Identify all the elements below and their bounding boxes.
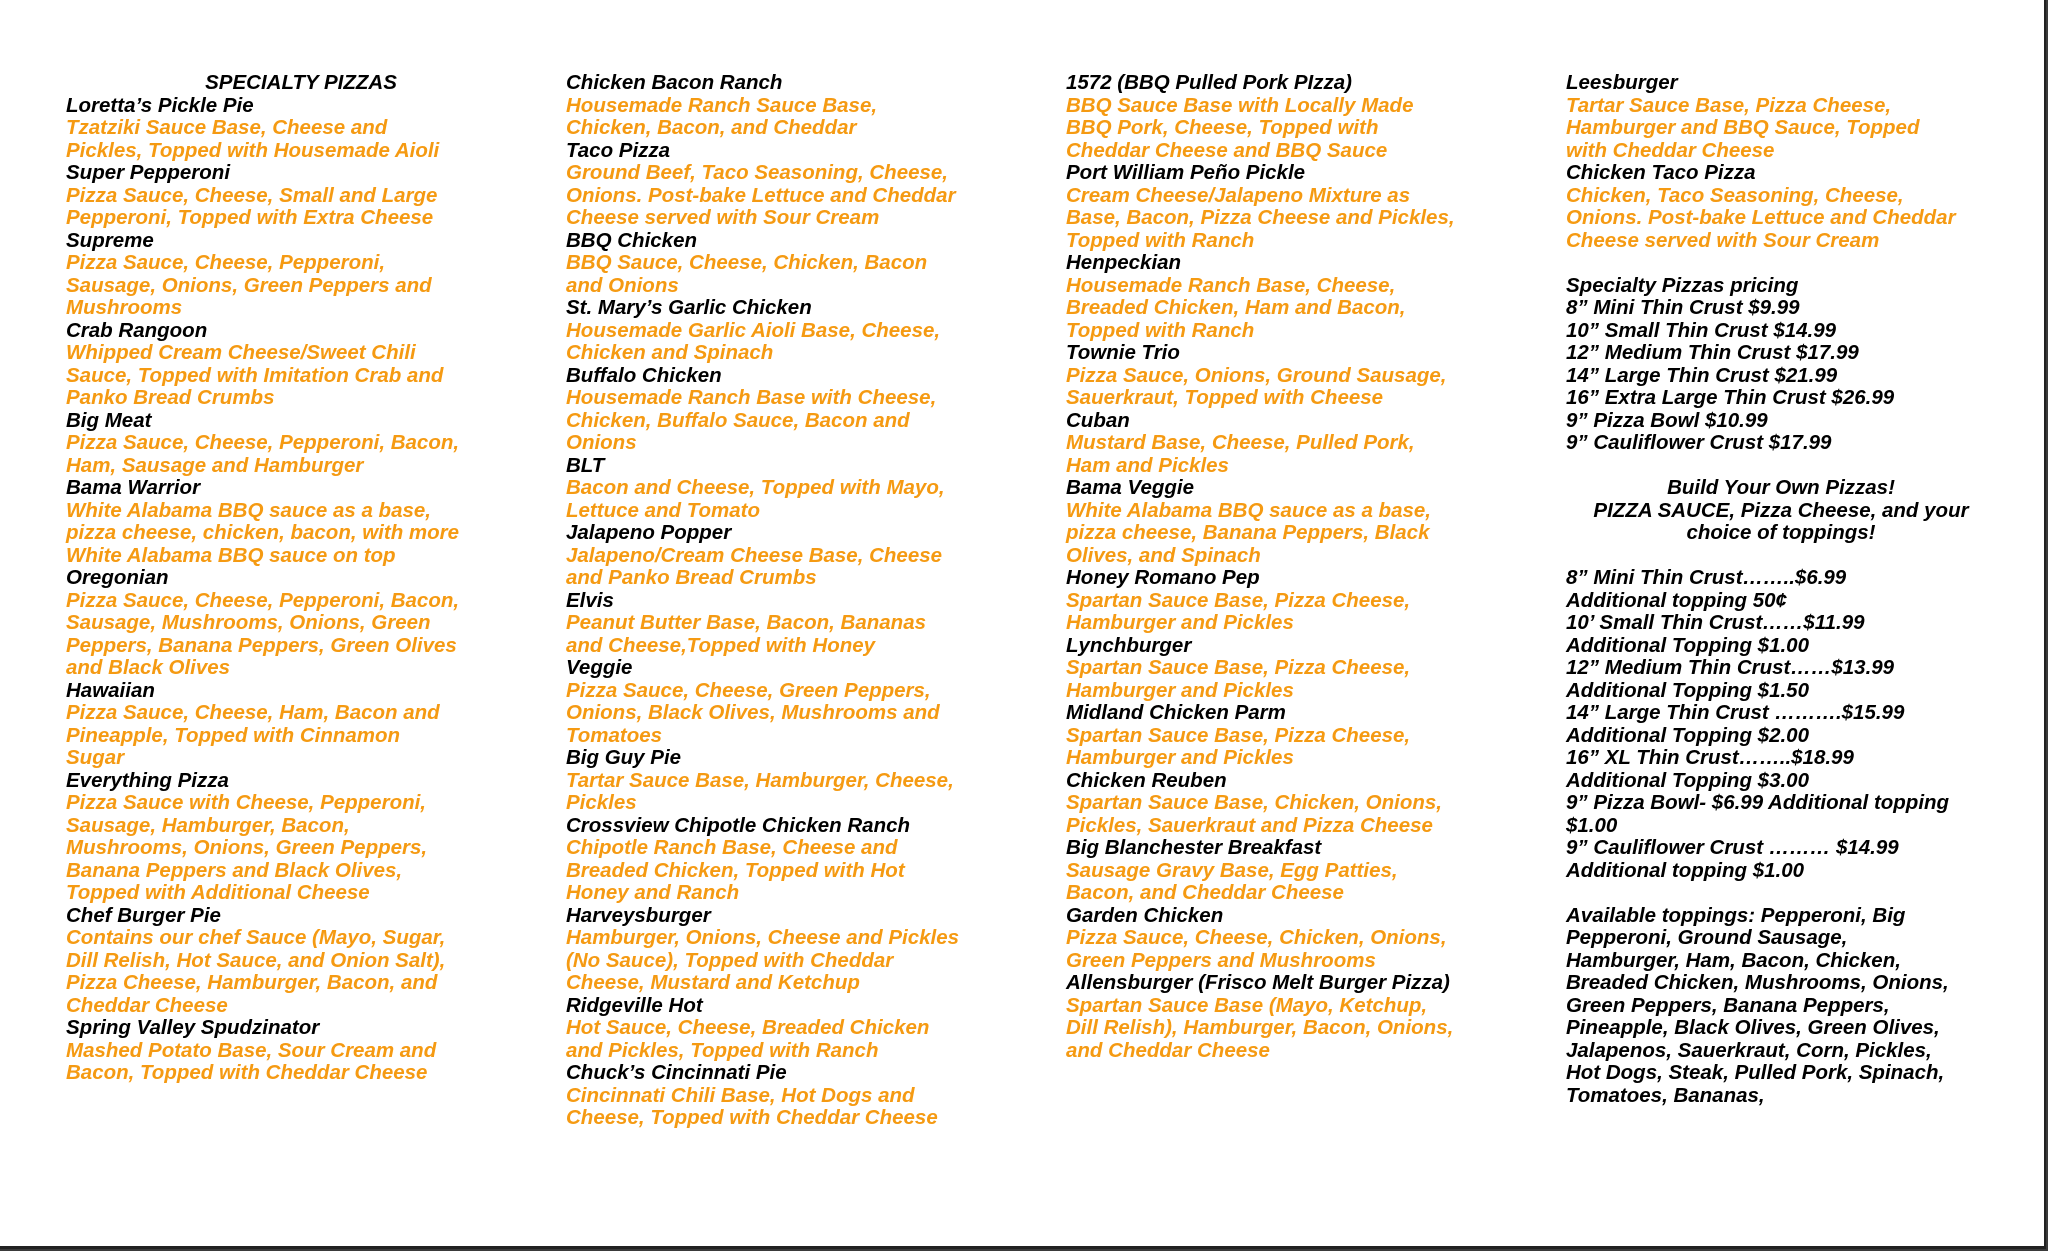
- byo-price-line: $1.00: [1566, 813, 1618, 837]
- menu-item-description: Sausage, Onions, Green Peppers and: [66, 273, 432, 297]
- menu-item-name: Ridgeville Hot: [566, 993, 703, 1017]
- menu-item-name: Townie Trio: [1066, 341, 1180, 364]
- menu-item-description: BBQ Pork, Cheese, Topped with: [1066, 116, 1379, 139]
- menu-item-description: Housemade Ranch Base, Cheese,: [1066, 273, 1396, 297]
- menu-item-description: Spartan Sauce Base, Chicken, Onions,: [1066, 791, 1442, 814]
- menu-item: [1066, 162, 1536, 252]
- pricing-line: Specialty Pizzas pricing: [1566, 273, 1799, 297]
- menu-item-description: Contains our chef Sauce (Mayo, Sugar,: [66, 926, 446, 949]
- menu-item-description: Bacon, Topped with Cheddar Cheese: [66, 1061, 428, 1084]
- byo-price-line: 16” XL Thin Crust……..$18.99: [1566, 746, 1854, 769]
- menu-item-name: Oregonian: [66, 566, 169, 589]
- menu-item-name: Jalapeno Popper: [566, 521, 732, 544]
- menu-item-description: Whipped Cream Cheese/Sweet Chili: [66, 341, 416, 364]
- menu-item-name: Bama Warrior: [66, 476, 201, 499]
- build-your-own-pricing: [1566, 567, 1996, 882]
- menu-item-description: Topped with Ranch: [1066, 318, 1255, 342]
- menu-item-description: Topped with Additional Cheese: [66, 881, 370, 904]
- menu-item-description: and Cheese,Topped with Honey: [566, 633, 876, 657]
- menu-item-name: Spring Valley Spudzinator: [66, 1016, 320, 1039]
- menu-item-description: Mustard Base, Cheese, Pulled Pork,: [1066, 431, 1415, 454]
- menu-item: [1066, 837, 1536, 905]
- menu-item: [566, 365, 1036, 455]
- menu-item-description: BBQ Sauce, Cheese, Chicken, Bacon: [566, 251, 928, 274]
- menu-item-name: Hawaiian: [66, 678, 155, 702]
- pricing-line: 9” Pizza Bowl $10.99: [1566, 408, 1768, 432]
- menu-item-description: Housemade Garlic Aioli Base, Cheese,: [566, 318, 941, 342]
- byo-price-line: 12” Medium Thin Crust……$13.99: [1566, 656, 1895, 679]
- menu-item-description: Tartar Sauce Base, Pizza Cheese,: [1566, 93, 1892, 117]
- byo-heading-line: choice of toppings!: [1686, 521, 1876, 544]
- menu-item: [566, 140, 1036, 230]
- menu-item: [1066, 477, 1536, 567]
- byo-price-line: 14” Large Thin Crust ……….$15.99: [1566, 701, 1905, 724]
- menu-item-description: Pepperoni, Topped with Extra Cheese: [66, 206, 434, 229]
- menu-item-name: BBQ Chicken: [566, 228, 697, 252]
- menu-item-name: Port William Peño Pickle: [1066, 161, 1306, 184]
- menu-item-description: Hamburger and Pickles: [1066, 678, 1294, 702]
- menu-item: [1066, 342, 1536, 410]
- byo-price-line: 9” Pizza Bowl- $6.99 Additional topping: [1566, 791, 1950, 814]
- menu-item: [1066, 905, 1536, 973]
- menu-item-name: Buffalo Chicken: [566, 363, 722, 387]
- menu-item: [566, 72, 1036, 140]
- menu-item-description: Housemade Ranch Base with Cheese,: [566, 386, 937, 409]
- menu-item-name: Chicken Bacon Ranch: [566, 71, 783, 94]
- menu-item: [1066, 702, 1536, 770]
- menu-item: [566, 590, 1036, 658]
- menu-item-description: Cheese, Mustard and Ketchup: [566, 971, 860, 994]
- available-toppings: [1566, 905, 1996, 1108]
- menu-item-description: Chipotle Ranch Base, Cheese and: [566, 836, 898, 859]
- menu-item-description: Pizza Sauce, Cheese, Pepperoni, Bacon,: [66, 588, 460, 612]
- menu-item-description: Cincinnati Chili Base, Hot Dogs and: [566, 1083, 915, 1107]
- toppings-line: Jalapenos, Sauerkraut, Corn, Pickles,: [1566, 1038, 1932, 1062]
- pricing-line: 9” Cauliflower Crust $17.99: [1566, 431, 1832, 454]
- byo-price-line: 9” Cauliflower Crust ……… $14.99: [1566, 836, 1899, 859]
- menu-item-description: Sugar: [66, 746, 125, 769]
- menu-item-description: Chicken, Taco Seasoning, Cheese,: [1566, 183, 1904, 207]
- menu-item-description: Pizza Cheese, Hamburger, Bacon, and: [66, 971, 438, 994]
- byo-price-line: Additional Topping $2.00: [1566, 723, 1809, 747]
- menu-item-name: Big Meat: [66, 408, 152, 432]
- menu-item-name: 1572 (BBQ Pulled Pork PIzza): [1066, 71, 1352, 94]
- menu-item-description: Cheese served with Sour Cream: [1566, 228, 1880, 252]
- menu-item-name: Lynchburger: [1066, 633, 1192, 657]
- menu-item-description: Chicken, Bacon, and Cheddar: [566, 116, 857, 139]
- menu-item-description: Honey and Ranch: [566, 881, 740, 904]
- byo-price-line: Additional Topping $3.00: [1566, 768, 1809, 792]
- menu-item-description: Pizza Sauce with Cheese, Pepperoni,: [66, 791, 427, 814]
- menu-item: [566, 747, 1036, 815]
- menu-item: [566, 905, 1036, 995]
- menu-item-description: Tomatoes: [566, 723, 663, 747]
- pricing-line: 8” Mini Thin Crust $9.99: [1566, 296, 1800, 319]
- menu-item-description: and Cheddar Cheese: [1066, 1038, 1270, 1062]
- toppings-line: Green Peppers, Banana Peppers,: [1566, 993, 1890, 1017]
- menu-item-name: Taco Pizza: [566, 138, 671, 162]
- byo-price-line: Additional topping $1.00: [1566, 858, 1805, 882]
- menu-item-description: Tartar Sauce Base, Hamburger, Cheese,: [566, 768, 954, 792]
- menu-item-description: Pizza Sauce, Cheese, Green Peppers,: [566, 678, 931, 702]
- menu-item-description: (No Sauce), Topped with Cheddar: [566, 948, 894, 972]
- menu-item: [66, 95, 536, 163]
- menu-item-name: Supreme: [66, 228, 154, 252]
- menu-item-description: Mashed Potato Base, Sour Cream and: [66, 1038, 437, 1062]
- menu-item: [1066, 635, 1536, 703]
- menu-item-description: Sausage, Hamburger, Bacon,: [66, 813, 350, 837]
- menu-item-description: Hamburger and Pickles: [1066, 611, 1294, 634]
- menu-item-name: Big Guy Pie: [566, 746, 682, 769]
- menu-item-description: White Alabama BBQ sauce on top: [66, 543, 396, 567]
- menu-item-name: Everything Pizza: [66, 768, 229, 792]
- menu-item-description: Spartan Sauce Base, Pizza Cheese,: [1066, 588, 1411, 612]
- menu-item-description: Pineapple, Topped with Cinnamon: [66, 723, 401, 747]
- menu-item: [66, 770, 536, 905]
- menu-item-description: Dill Relish), Hamburger, Bacon, Onions,: [1066, 1016, 1454, 1039]
- menu-item: [566, 230, 1036, 298]
- menu-item-description: Pizza Sauce, Cheese, Small and Large: [66, 183, 438, 207]
- byo-price-line: Additional topping 50¢: [1566, 588, 1787, 612]
- menu-item-description: Pizza Sauce, Onions, Ground Sausage,: [1066, 363, 1447, 387]
- menu-item: [66, 320, 536, 410]
- menu-item-description: Chicken, Buffalo Sauce, Bacon and: [566, 408, 910, 432]
- menu-item: [1066, 252, 1536, 342]
- menu-item-description: Cheddar Cheese and BBQ Sauce: [1066, 138, 1388, 162]
- menu-item-name: Big Blanchester Breakfast: [1066, 836, 1322, 859]
- menu-item-name: Leesburger: [1566, 71, 1678, 94]
- menu-column-1: [66, 72, 536, 1085]
- menu-item-name: Bama Veggie: [1066, 476, 1194, 499]
- menu-item-description: Onions: [566, 431, 637, 454]
- menu-item-description: Pizza Sauce, Cheese, Ham, Bacon and: [66, 701, 440, 724]
- menu-item: [1066, 72, 1536, 162]
- menu-column-4: [1566, 72, 1996, 1107]
- menu-item-description: with Cheddar Cheese: [1566, 138, 1775, 162]
- menu-item-description: Hamburger, Onions, Cheese and Pickles: [566, 926, 960, 949]
- byo-price-line: 8” Mini Thin Crust……..$6.99: [1566, 566, 1847, 589]
- menu-item-description: Sauerkraut, Topped with Cheese: [1066, 386, 1384, 409]
- menu-item-description: Sausage, Mushrooms, Onions, Green: [66, 611, 431, 634]
- menu-item: [66, 1017, 536, 1085]
- menu-item-description: Ground Beef, Taco Seasoning, Cheese,: [566, 161, 948, 184]
- menu-item-name: St. Mary’s Garlic Chicken: [566, 296, 812, 319]
- pricing-line: 12” Medium Thin Crust $17.99: [1566, 341, 1859, 364]
- menu-item-description: Hamburger and BBQ Sauce, Topped: [1566, 116, 1920, 139]
- menu-item: [66, 230, 536, 320]
- menu-item-description: Spartan Sauce Base, Pizza Cheese,: [1066, 723, 1411, 747]
- menu-item-description: Peppers, Banana Peppers, Green Olives: [66, 633, 457, 657]
- byo-price-line: 10’ Small Thin Crust……$11.99: [1566, 611, 1865, 634]
- menu-item-description: Sauce, Topped with Imitation Crab and: [66, 363, 444, 387]
- menu-item-description: Ham, Sausage and Hamburger: [66, 453, 364, 477]
- toppings-line: Available toppings: Pepperoni, Big: [1566, 903, 1906, 927]
- pricing-line: 14” Large Thin Crust $21.99: [1566, 363, 1838, 387]
- menu-item-description: Chicken and Spinach: [566, 341, 774, 364]
- menu-item: [1066, 770, 1536, 838]
- menu-item-name: Allensburger (Frisco Melt Burger Pizza): [1066, 971, 1450, 994]
- toppings-line: Tomatoes, Bananas,: [1566, 1083, 1765, 1107]
- toppings-line: Pepperoni, Ground Sausage,: [1566, 926, 1848, 949]
- menu-item-name: Loretta’s Pickle Pie: [66, 93, 254, 117]
- menu-item-description: Bacon, and Cheddar Cheese: [1066, 881, 1344, 904]
- byo-heading-line: PIZZA SAUCE, Pizza Cheese, and your: [1593, 498, 1969, 522]
- menu-item-description: Lettuce and Tomato: [566, 498, 760, 522]
- menu-item-description: pizza cheese, Banana Peppers, Black: [1066, 521, 1430, 544]
- menu-item-name: Midland Chicken Parm: [1066, 701, 1286, 724]
- toppings-line: Hot Dogs, Steak, Pulled Pork, Spinach,: [1566, 1061, 1945, 1084]
- menu-item-description: White Alabama BBQ sauce as a base,: [66, 498, 431, 522]
- byo-heading-line: Build Your Own Pizzas!: [1667, 476, 1895, 499]
- menu-item: [66, 680, 536, 770]
- byo-price-line: Additional Topping $1.50: [1566, 678, 1809, 702]
- menu-item-description: BBQ Sauce Base with Locally Made: [1066, 93, 1414, 117]
- menu-item-description: Onions. Post-bake Lettuce and Cheddar: [1566, 206, 1956, 229]
- pricing-line: 16” Extra Large Thin Crust $26.99: [1566, 386, 1895, 409]
- menu-item-description: Dill Relish, Hot Sauce, and Onion Salt),: [66, 948, 446, 972]
- menu-column-3: [1066, 72, 1536, 1062]
- menu-item-name: Honey Romano Pep: [1066, 566, 1260, 589]
- menu-item-description: Mushrooms, Onions, Green Peppers,: [66, 836, 428, 859]
- menu-item-description: Tzatziki Sauce Base, Cheese and: [66, 116, 388, 139]
- menu-column-2: [566, 72, 1036, 1130]
- menu-item-description: and Panko Bread Crumbs: [566, 566, 817, 589]
- menu-item-name: Super Pepperoni: [66, 161, 231, 184]
- menu-item-name: Elvis: [566, 588, 614, 612]
- menu-item-name: Cuban: [1066, 408, 1130, 432]
- menu-item-description: Bacon and Cheese, Topped with Mayo,: [566, 476, 945, 499]
- menu-item: [566, 995, 1036, 1063]
- menu-item-description: Pizza Sauce, Cheese, Pepperoni, Bacon,: [66, 431, 460, 454]
- menu-item-description: Pickles: [566, 791, 637, 814]
- menu-item-description: White Alabama BBQ sauce as a base,: [1066, 498, 1431, 522]
- menu-item-description: Pizza Sauce, Cheese, Chicken, Onions,: [1066, 926, 1447, 949]
- menu-item: [566, 815, 1036, 905]
- menu-item-description: Jalapeno/Cream Cheese Base, Cheese: [566, 543, 943, 567]
- menu-item-description: Pickles, Topped with Housemade Aioli: [66, 138, 440, 162]
- section-heading: SPECIALTY PIZZAS: [205, 71, 397, 94]
- menu-item: [566, 522, 1036, 590]
- menu-item-description: Hamburger and Pickles: [1066, 746, 1294, 769]
- menu-item-name: Chef Burger Pie: [66, 903, 221, 927]
- specialty-pricing: [1566, 275, 1996, 455]
- menu-item-description: Banana Peppers and Black Olives,: [66, 858, 403, 882]
- menu-item: [566, 297, 1036, 365]
- menu-item-description: Green Peppers and Mushrooms: [1066, 948, 1376, 972]
- menu-item-description: Pickles, Sauerkraut and Pizza Cheese: [1066, 813, 1433, 837]
- menu-item-description: Hot Sauce, Cheese, Breaded Chicken: [566, 1016, 930, 1039]
- menu-item-description: and Black Olives: [66, 656, 231, 679]
- menu-item: [566, 657, 1036, 747]
- menu-item-description: Sausage Gravy Base, Egg Patties,: [1066, 858, 1398, 882]
- menu-item: [1566, 162, 1996, 252]
- menu-item-description: Spartan Sauce Base (Mayo, Ketchup,: [1066, 993, 1428, 1017]
- menu-item: [66, 905, 536, 1018]
- menu-item-name: Harveysburger: [566, 903, 711, 927]
- menu-item-description: Ham and Pickles: [1066, 453, 1229, 477]
- menu-item-description: Peanut Butter Base, Bacon, Bananas: [566, 611, 926, 634]
- menu-item-name: Veggie: [566, 656, 633, 679]
- menu-item-description: Cheese, Topped with Cheddar Cheese: [566, 1106, 938, 1129]
- menu-item-description: Onions. Post-bake Lettuce and Cheddar: [566, 183, 956, 207]
- build-your-own-heading: [1566, 477, 1996, 545]
- menu-item: [566, 455, 1036, 523]
- pricing-line: 10” Small Thin Crust $14.99: [1566, 318, 1837, 342]
- menu-item-description: Cream Cheese/Jalapeno Mixture as: [1066, 183, 1411, 207]
- menu-item-description: Topped with Ranch: [1066, 228, 1255, 252]
- menu-item-description: Breaded Chicken, Ham and Bacon,: [1066, 296, 1406, 319]
- menu-item-description: and Pickles, Topped with Ranch: [566, 1038, 879, 1062]
- menu-item: [1566, 72, 1996, 162]
- menu-item-description: Cheese served with Sour Cream: [566, 206, 880, 229]
- menu-item-name: Chuck’s Cincinnati Pie: [566, 1061, 787, 1084]
- menu-item-description: Olives, and Spinach: [1066, 543, 1261, 567]
- menu-item: [1066, 567, 1536, 635]
- menu-item: [66, 477, 536, 567]
- menu-item-description: Cheddar Cheese: [66, 993, 228, 1017]
- toppings-line: Hamburger, Ham, Bacon, Chicken,: [1566, 948, 1901, 972]
- menu-item-name: BLT: [566, 453, 605, 477]
- menu-item-description: Onions, Black Olives, Mushrooms and: [566, 701, 940, 724]
- menu-item-description: and Onions: [566, 273, 679, 297]
- menu-item-description: Housemade Ranch Sauce Base,: [566, 93, 878, 117]
- menu-item-description: Base, Bacon, Pizza Cheese and Pickles,: [1066, 206, 1455, 229]
- menu-item: [66, 410, 536, 478]
- byo-price-line: Additional Topping $1.00: [1566, 633, 1809, 657]
- menu-item: [1066, 410, 1536, 478]
- menu-item: [1066, 972, 1536, 1062]
- menu-item-description: Spartan Sauce Base, Pizza Cheese,: [1066, 656, 1411, 679]
- toppings-line: Pineapple, Black Olives, Green Olives,: [1566, 1016, 1940, 1039]
- menu-item: [66, 162, 536, 230]
- menu-item: [566, 1062, 1036, 1130]
- menu-item-description: pizza cheese, chicken, bacon, with more: [66, 521, 460, 544]
- menu-item-name: Crab Rangoon: [66, 318, 208, 342]
- menu-item-description: Panko Bread Crumbs: [66, 386, 275, 409]
- toppings-line: Breaded Chicken, Mushrooms, Onions,: [1566, 971, 1949, 994]
- menu-item-name: Henpeckian: [1066, 251, 1182, 274]
- menu-item-name: Chicken Taco Pizza: [1566, 161, 1756, 184]
- menu-item-name: Garden Chicken: [1066, 903, 1224, 927]
- menu-item-name: Crossview Chipotle Chicken Ranch: [566, 813, 911, 837]
- menu-item-description: Breaded Chicken, Topped with Hot: [566, 858, 905, 882]
- menu-item-description: Pizza Sauce, Cheese, Pepperoni,: [66, 251, 386, 274]
- menu-item: [66, 567, 536, 680]
- menu-item-name: Chicken Reuben: [1066, 768, 1227, 792]
- menu-item-description: Mushrooms: [66, 296, 183, 319]
